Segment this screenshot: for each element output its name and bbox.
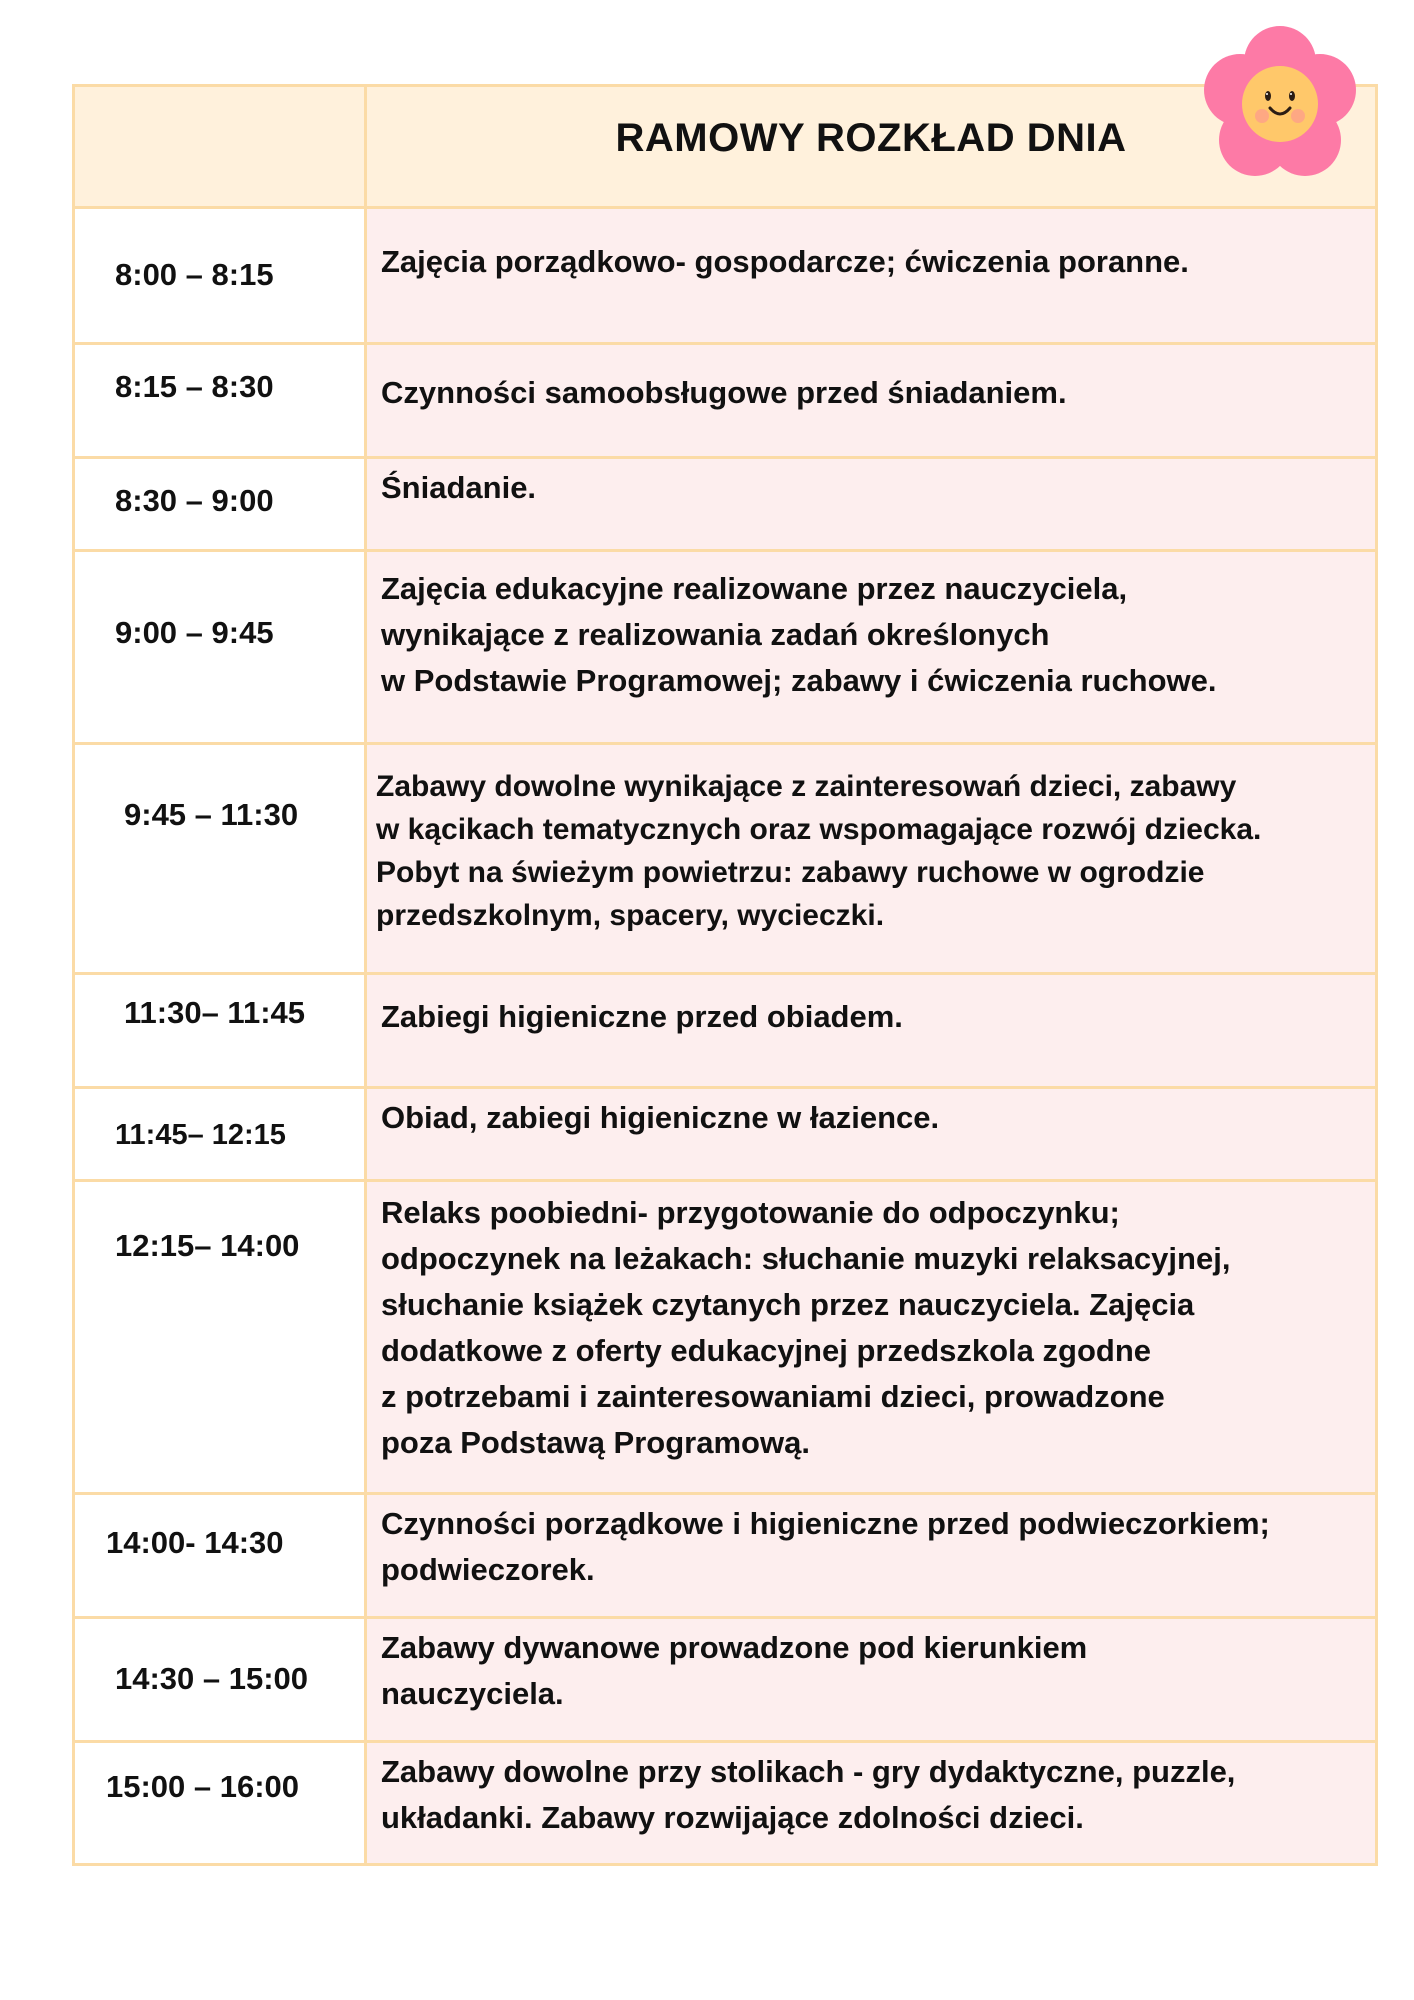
time-label: 14:00- 14:30: [106, 1525, 284, 1560]
time-cell: [75, 459, 367, 549]
description-cell: [367, 552, 1375, 742]
description-cell: [367, 209, 1375, 342]
header-empty-cell: [75, 87, 367, 206]
description-text: Zabawy dywanowe prowadzone pod kierunkiem nauczyciela.: [381, 1630, 1088, 1711]
schedule-row: [75, 1492, 1375, 1616]
schedule-row: [75, 456, 1375, 549]
description-text: Zajęcia porządkowo- gospodarcze; ćwiczenia poranne.: [381, 244, 1189, 279]
schedule-row: [75, 1086, 1375, 1179]
header-row: [75, 87, 1375, 206]
schedule-row: [75, 1740, 1375, 1863]
description-cell: [367, 1619, 1375, 1740]
description-cell: [367, 1089, 1375, 1179]
schedule-row: [75, 342, 1375, 456]
time-cell: [75, 552, 367, 742]
description-cell: [367, 1182, 1375, 1492]
description-text: Obiad, zabiegi higieniczne w łazience.: [381, 1100, 940, 1135]
time-label: 11:45– 12:15: [115, 1119, 286, 1151]
description-cell: [367, 1495, 1375, 1616]
description-cell: [367, 745, 1375, 972]
time-cell: [75, 1619, 367, 1740]
time-cell: [75, 745, 367, 972]
time-label: 14:30 – 15:00: [115, 1661, 309, 1696]
description-cell: [367, 1743, 1375, 1863]
schedule-row: [75, 742, 1375, 972]
description-text: Czynności porządkowe i higieniczne przed podwieczorkiem; podwieczorek.: [381, 1506, 1270, 1587]
schedule-table: [72, 84, 1378, 1866]
description-text: Śniadanie.: [381, 470, 537, 505]
description-cell: [367, 345, 1375, 456]
page-title: RAMOWY ROZKŁAD DNIA: [615, 116, 1127, 160]
time-cell: [75, 1089, 367, 1179]
description-text: Relaks poobiedni- przygotowanie do odpoczynku; odpoczynek na leżakach: słuchanie muzyki relaksacyjnej, słuchanie książek czytanych przez nauczyciela. Zajęcia dodatkowe z oferty edukacyjnej przedszkola zgodne z potrzebami i zainteresowaniami dzieci, prowadzone poza Podstawą Programową.: [381, 1195, 1231, 1460]
smiling-flower-icon: [1200, 24, 1360, 184]
description-text: Zajęcia edukacyjne realizowane przez nauczyciela, wynikające z realizowania zadań określonych w Podstawie Programowej; zabawy i ćwiczenia ruchowe.: [381, 571, 1217, 698]
schedule-row: [75, 1179, 1375, 1492]
time-label: 12:15– 14:00: [115, 1228, 300, 1263]
time-label: 9:00 – 9:45: [115, 615, 274, 650]
time-label: 9:45 – 11:30: [124, 797, 299, 832]
time-label: 8:30 – 9:00: [115, 483, 274, 518]
description-text: Czynności samoobsługowe przed śniadaniem.: [381, 375, 1067, 410]
time-cell: [75, 1495, 367, 1616]
time-cell: [75, 1182, 367, 1492]
schedule-row: [75, 1616, 1375, 1740]
description-cell: [367, 975, 1375, 1086]
schedule-row: [75, 972, 1375, 1086]
time-label: 11:30– 11:45: [124, 995, 306, 1030]
schedule-row: [75, 206, 1375, 342]
description-text: Zabawy dowolne przy stolikach - gry dydaktyczne, puzzle, układanki. Zabawy rozwijające zdolności dzieci.: [381, 1754, 1236, 1835]
time-label: 15:00 – 16:00: [106, 1769, 300, 1804]
description-text: Zabawy dowolne wynikające z zainteresowań dzieci, zabawy w kącikach tematycznych oraz wspomagające rozwój dziecka. Pobyt na świeżym powietrzu: zabawy ruchowe w ogrodzie przedszkolnym, spacery, wycieczki.: [376, 770, 1262, 932]
time-cell: [75, 975, 367, 1086]
time-cell: [75, 1743, 367, 1863]
schedule-row: [75, 549, 1375, 742]
time-cell: [75, 345, 367, 456]
description-text: Zabiegi higieniczne przed obiadem.: [381, 999, 903, 1034]
time-label: 8:15 – 8:30: [115, 369, 274, 404]
time-label: 8:00 – 8:15: [115, 257, 274, 292]
time-cell: [75, 209, 367, 342]
description-cell: [367, 459, 1375, 549]
